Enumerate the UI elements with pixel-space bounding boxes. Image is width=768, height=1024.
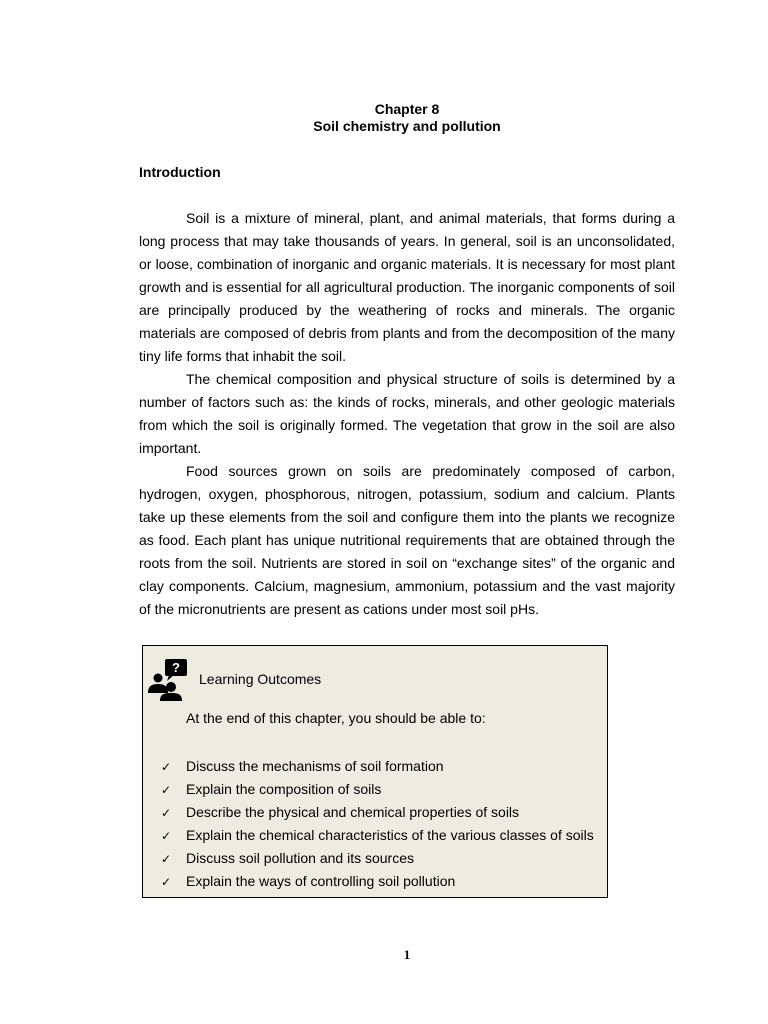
learning-outcomes-list (161, 755, 594, 893)
learning-outcomes-intro: At the end of this chapter, you should be able to: (186, 710, 486, 726)
learning-outcomes-box (142, 645, 608, 898)
list-item (161, 801, 594, 824)
list-item-text: Describe the physical and chemical properties of soils (186, 804, 520, 820)
list-item-text: Explain the ways of controlling soil pollution (186, 873, 456, 889)
checkmark-icon: ✓ (161, 852, 172, 866)
chapter-title: Soil chemistry and pollution (313, 118, 501, 134)
chapter-heading (0, 101, 768, 135)
page-number: 1 (403, 947, 411, 962)
checkmark-icon: ✓ (161, 875, 172, 889)
checkmark-icon: ✓ (161, 760, 172, 774)
paragraph: The chemical composition and physical structure of soils is determined by a number of factors such as: the kinds of rocks, minerals, and other geologic materials from which the soil is originally formed. The vegetation that grow in the soil are also important. (139, 371, 675, 456)
paragraph: Food sources grown on soils are predominately composed of carbon, hydrogen, oxygen, phosphorous, nitrogen, potassium, sodium and calcium. Plants take up these elements from the soil and configure them into the plants we recognize as food. Each plant has unique nutritional requirements that are obtained through the roots from the soil. Nutrients are stored in soil on “exchange sites” of the organic and clay components. Calcium, magnesium, ammonium, potassium and the vast majority of the micronutrients are present as cations under most soil pHs. (139, 463, 675, 617)
checkmark-icon: ✓ (161, 806, 172, 820)
list-item-text: Explain the composition of soils (186, 781, 382, 797)
svg-text:?: ? (172, 660, 180, 675)
discussion-question-icon (147, 657, 189, 701)
list-item (161, 824, 594, 847)
checkmark-icon: ✓ (161, 829, 172, 843)
checkmark-icon: ✓ (161, 783, 172, 797)
list-item (161, 847, 594, 870)
introduction-heading: Introduction (139, 164, 221, 180)
list-item (161, 870, 594, 893)
list-item (161, 755, 594, 778)
list-item-text: Explain the chemical characteristics of the various classes of soils (186, 827, 594, 843)
list-item (161, 778, 594, 801)
paragraph: Soil is a mixture of mineral, plant, and animal materials, that forms during a long process that may take thousands of years. In general, soil is an unconsolidated, or loose, combination of inorganic and organic materials. It is necessary for most plant growth and is essential for all agricultural production. The inorganic components of soil are principally produced by the weathering of rocks and minerals. The organic materials are composed of debris from plants and from the decomposition of the many tiny life forms that inhabit the soil. (139, 210, 675, 364)
chapter-label: Chapter 8 (374, 101, 440, 117)
introduction-body (139, 207, 675, 621)
list-item-text: Discuss the mechanisms of soil formation (186, 758, 444, 774)
learning-outcomes-title: Learning Outcomes (199, 671, 322, 687)
list-item-text: Discuss soil pollution and its sources (186, 850, 414, 866)
